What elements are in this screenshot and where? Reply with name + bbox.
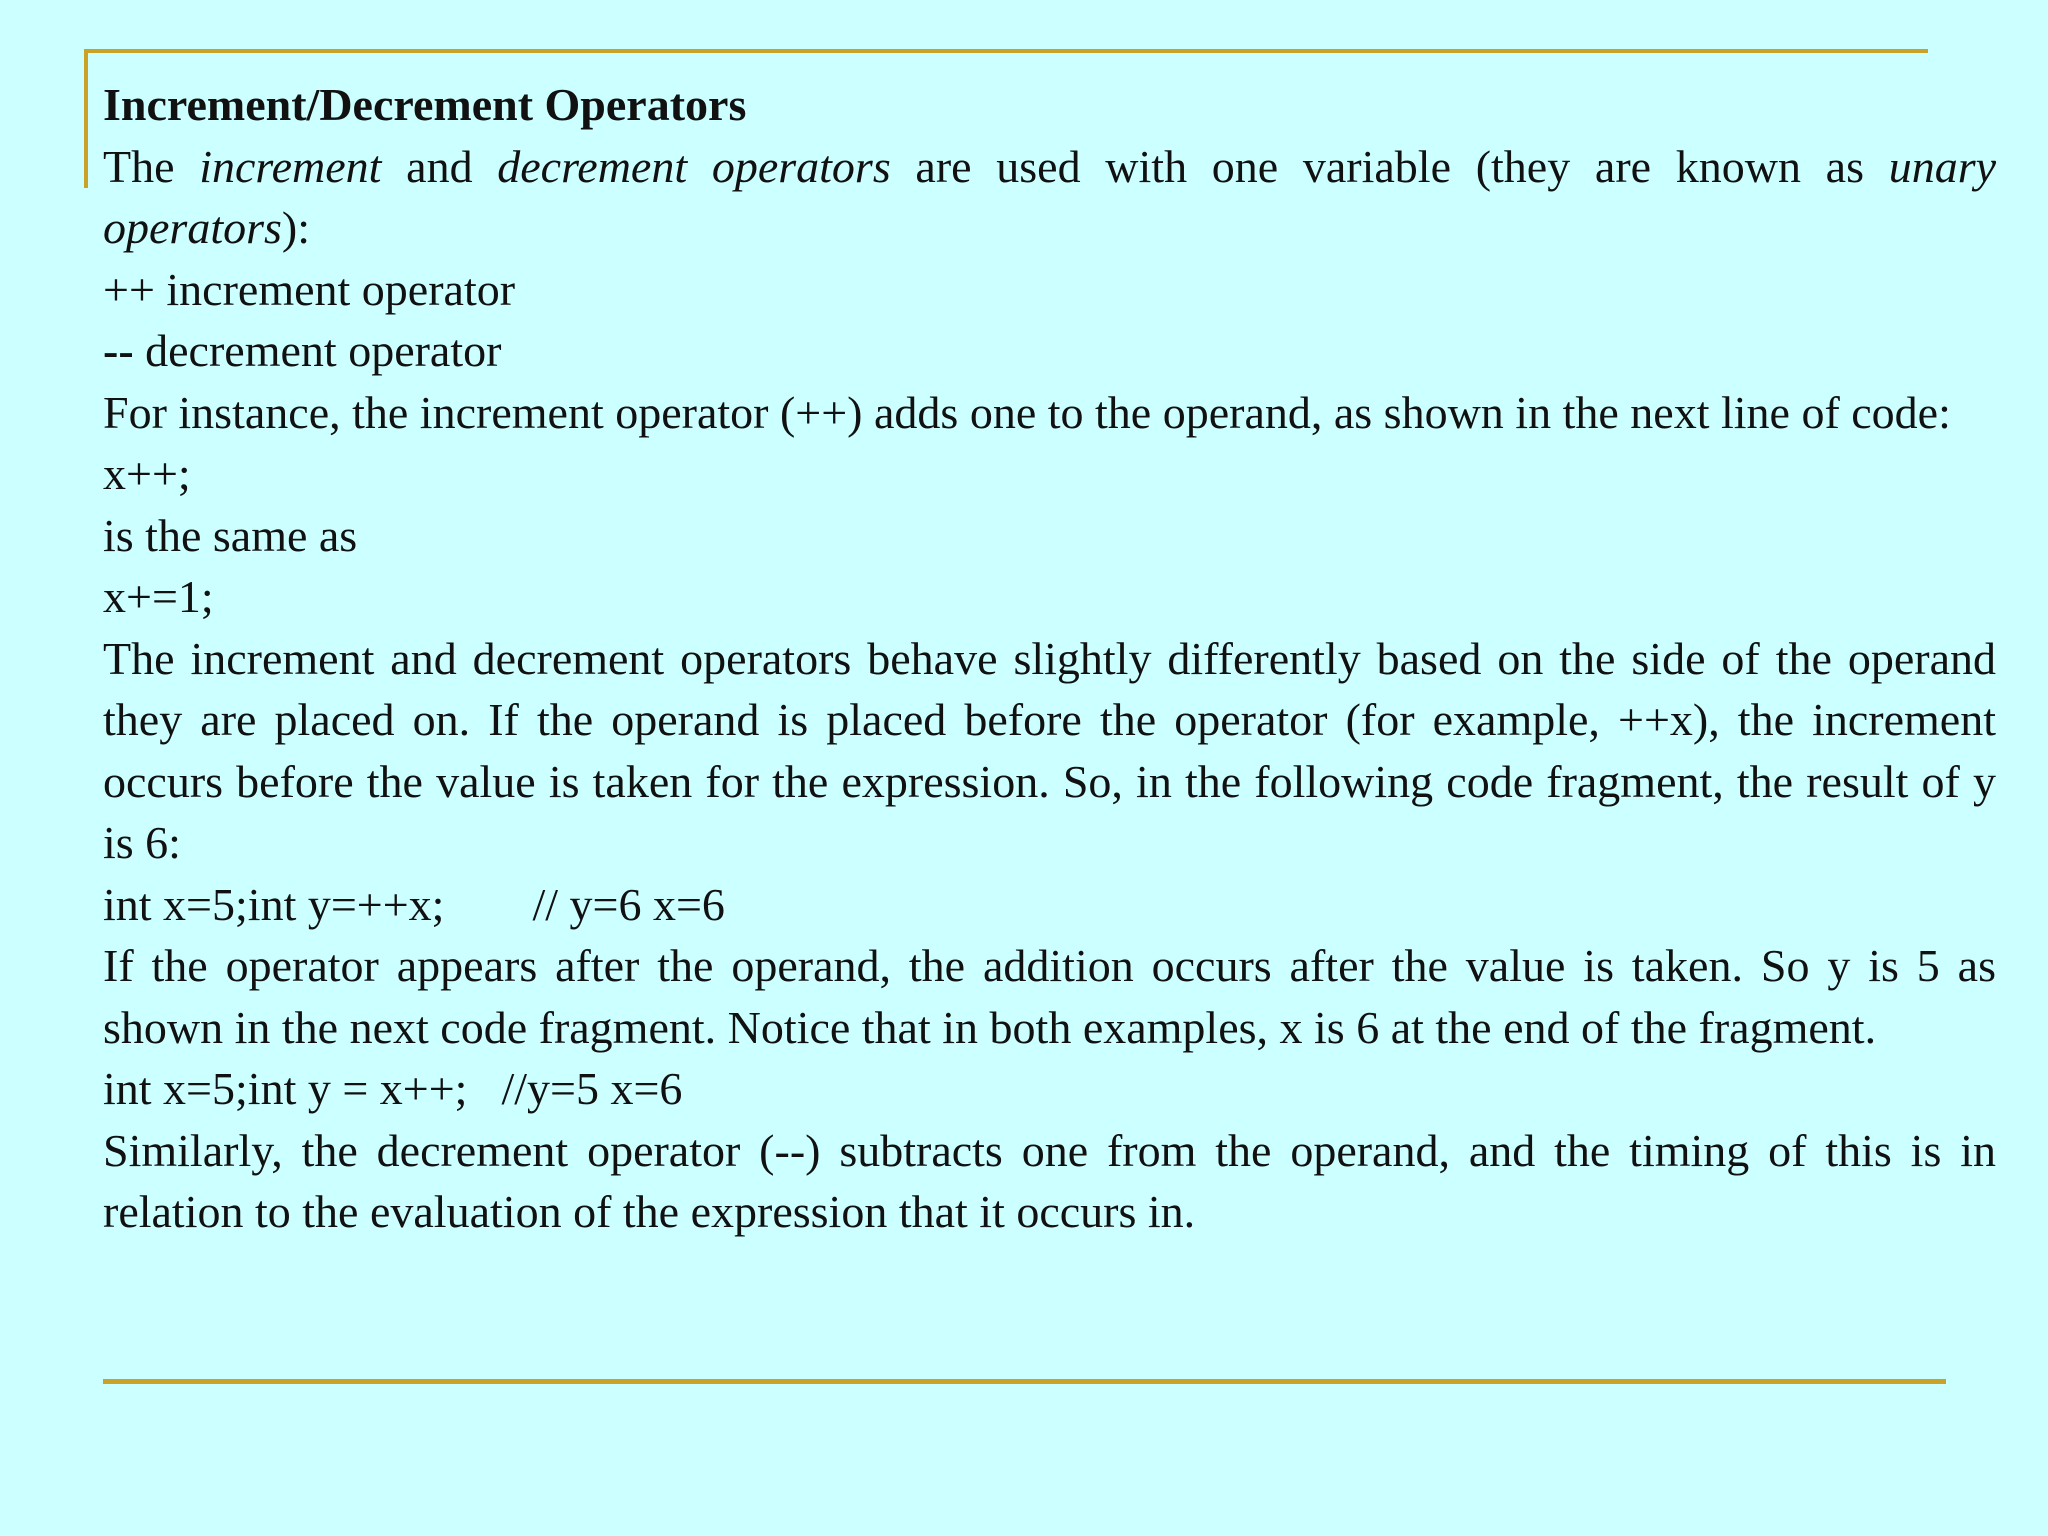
- decrement-symbol: --: [103, 325, 134, 376]
- code-3-comment: // y=6 x=6: [532, 878, 725, 930]
- decrement-operator-line: [103, 320, 1996, 382]
- intro-text: ):: [281, 202, 311, 253]
- code-line-3: [103, 874, 1996, 936]
- intro-text: The: [103, 140, 200, 192]
- slide-body: [103, 74, 1996, 1243]
- code-4: int x=5;int y = x++;: [103, 1063, 468, 1114]
- code-line-4: [103, 1058, 1996, 1120]
- decrement-label: decrement operator: [133, 325, 502, 376]
- after-paragraph: If the operator appears after the operand, the addition occurs after the value is taken. So y is 5 as shown in the next code fragment. Notice that in both examples, x is 6 at the end of the fragment.: [103, 940, 1996, 1053]
- intro-term-decrement: decrement operators: [497, 140, 891, 192]
- code-line-1: x++;: [103, 448, 191, 499]
- behave-paragraph: The increment and decrement operators behave slightly differently based on the side of the operand they are placed on. If the operand is placed before the operator (for example, ++x), the increment occurs before the value is taken for the expression. So, in the following code fragment, the result of y is 6:: [103, 632, 1996, 868]
- similarly-paragraph: Similarly, the decrement operator (--) subtracts one from the operand, and the timing of this is in relation to the evaluation of the expression that it occurs in.: [103, 1124, 1996, 1237]
- for-instance-paragraph: For instance, the increment operator (++) adds one to the operand, as shown in the next line of code:: [103, 386, 1951, 438]
- intro-text: are used with one variable (they are known as: [890, 140, 1889, 192]
- same-as-line: is the same as: [103, 509, 358, 561]
- slide-title: Increment/Decrement Operators: [103, 79, 747, 130]
- intro-paragraph: [103, 136, 1996, 259]
- intro-text: and: [381, 140, 498, 192]
- code-3: int x=5;int y=++x;: [103, 878, 445, 930]
- intro-term-unary: unary operators: [103, 140, 1997, 253]
- code-line-2: x+=1;: [103, 571, 214, 622]
- intro-term-increment: increment: [199, 140, 382, 192]
- frame-left-rule: [84, 49, 88, 188]
- frame-top-rule: [84, 49, 1928, 53]
- code-4-comment: //y=5 x=6: [501, 1063, 683, 1114]
- frame-bottom-rule: [103, 1379, 1946, 1384]
- increment-operator-line: ++ increment operator: [103, 263, 516, 315]
